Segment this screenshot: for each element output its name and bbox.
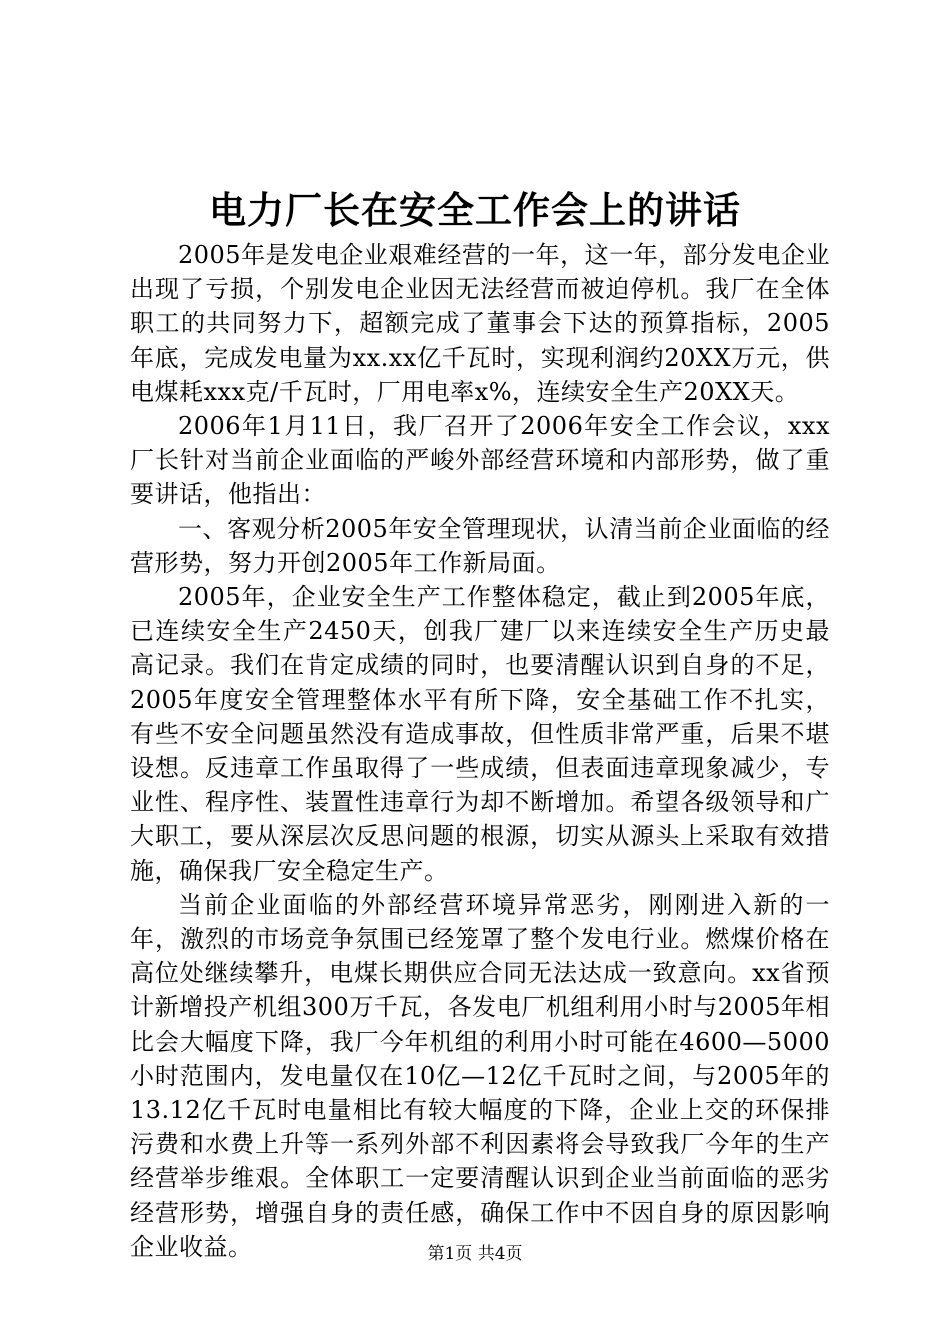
paragraph-section-heading-1: 一、客观分析2005年安全管理现状，认清当前企业面临的经营形势，努力开创2005年工作新局面。 <box>130 514 830 577</box>
document-body <box>130 238 830 1264</box>
paragraph-safety-status: 2005年，企业安全生产工作整体稳定，截止到2005年底，已连续安全生产2450天，创我厂建厂以来连续安全生产历史最高记录。我们在肯定成绩的同时，也要清醒认识到自身的不足，2005年度安全管理整体水平有所下降，安全基础工作不扎实，有些不安全问题虽然没有造成事故，但性质非常严重，后果不堪设想。反违章工作虽取得了一些成绩，但表面违章现象减少，专业性、程序性、装置性违章行为却不断增加。希望各级领导和广大职工，要从深层次反思问题的根源，切实从源头上采取有效措施，确保我厂安全稳定生产。 <box>130 583 830 885</box>
paragraph-meeting-intro: 2006年1月11日，我厂召开了2006年安全工作会议，xxx厂长针对当前企业面临的严峻外部经营环境和内部形势，做了重要讲话，他指出： <box>130 412 830 509</box>
paragraph-summary-2005: 2005年是发电企业艰难经营的一年，这一年，部分发电企业出现了亏损，个别发电企业因无法经营而被迫停机。我厂在全体职工的共同努力下，超额完成了董事会下达的预算指标，2005年底，完成发电量为xx.xx亿千瓦时，实现利润约20XX万元，供电煤耗xxx克/千瓦时，厂用电率x%，连续安全生产20XX天。 <box>130 241 830 406</box>
page-number-footer: 第1页 共4页 <box>427 1244 523 1264</box>
document-title: 电力厂长在安全工作会上的讲话 <box>209 188 741 232</box>
paragraph-external-environment: 当前企业面临的外部经营环境异常恶劣，刚刚进入新的一年，激烈的市场竞争氛围已经笼罩了整个发电行业。燃煤价格在高位处继续攀升，电煤长期供应合同无法达成一致意向。xx省预计新增投产机组300万千瓦，各发电厂机组利用小时与2005年相比会大幅度下降，我厂今年机组的利用小时可能在4600—5000小时范围内，发电量仅在10亿—12亿千瓦时之间，与2005年的13.12亿千瓦时电量相比有较大幅度的下降，企业上交的环保排污费和水费上升等一系列外部不利因素将会导致我厂今年的生产经营举步维艰。全体职工一定要清醒认识到企业当前面临的恶劣经营形势，增强自身的责任感，确保工作中不因自身的原因影响企业收益。 <box>130 890 830 1261</box>
